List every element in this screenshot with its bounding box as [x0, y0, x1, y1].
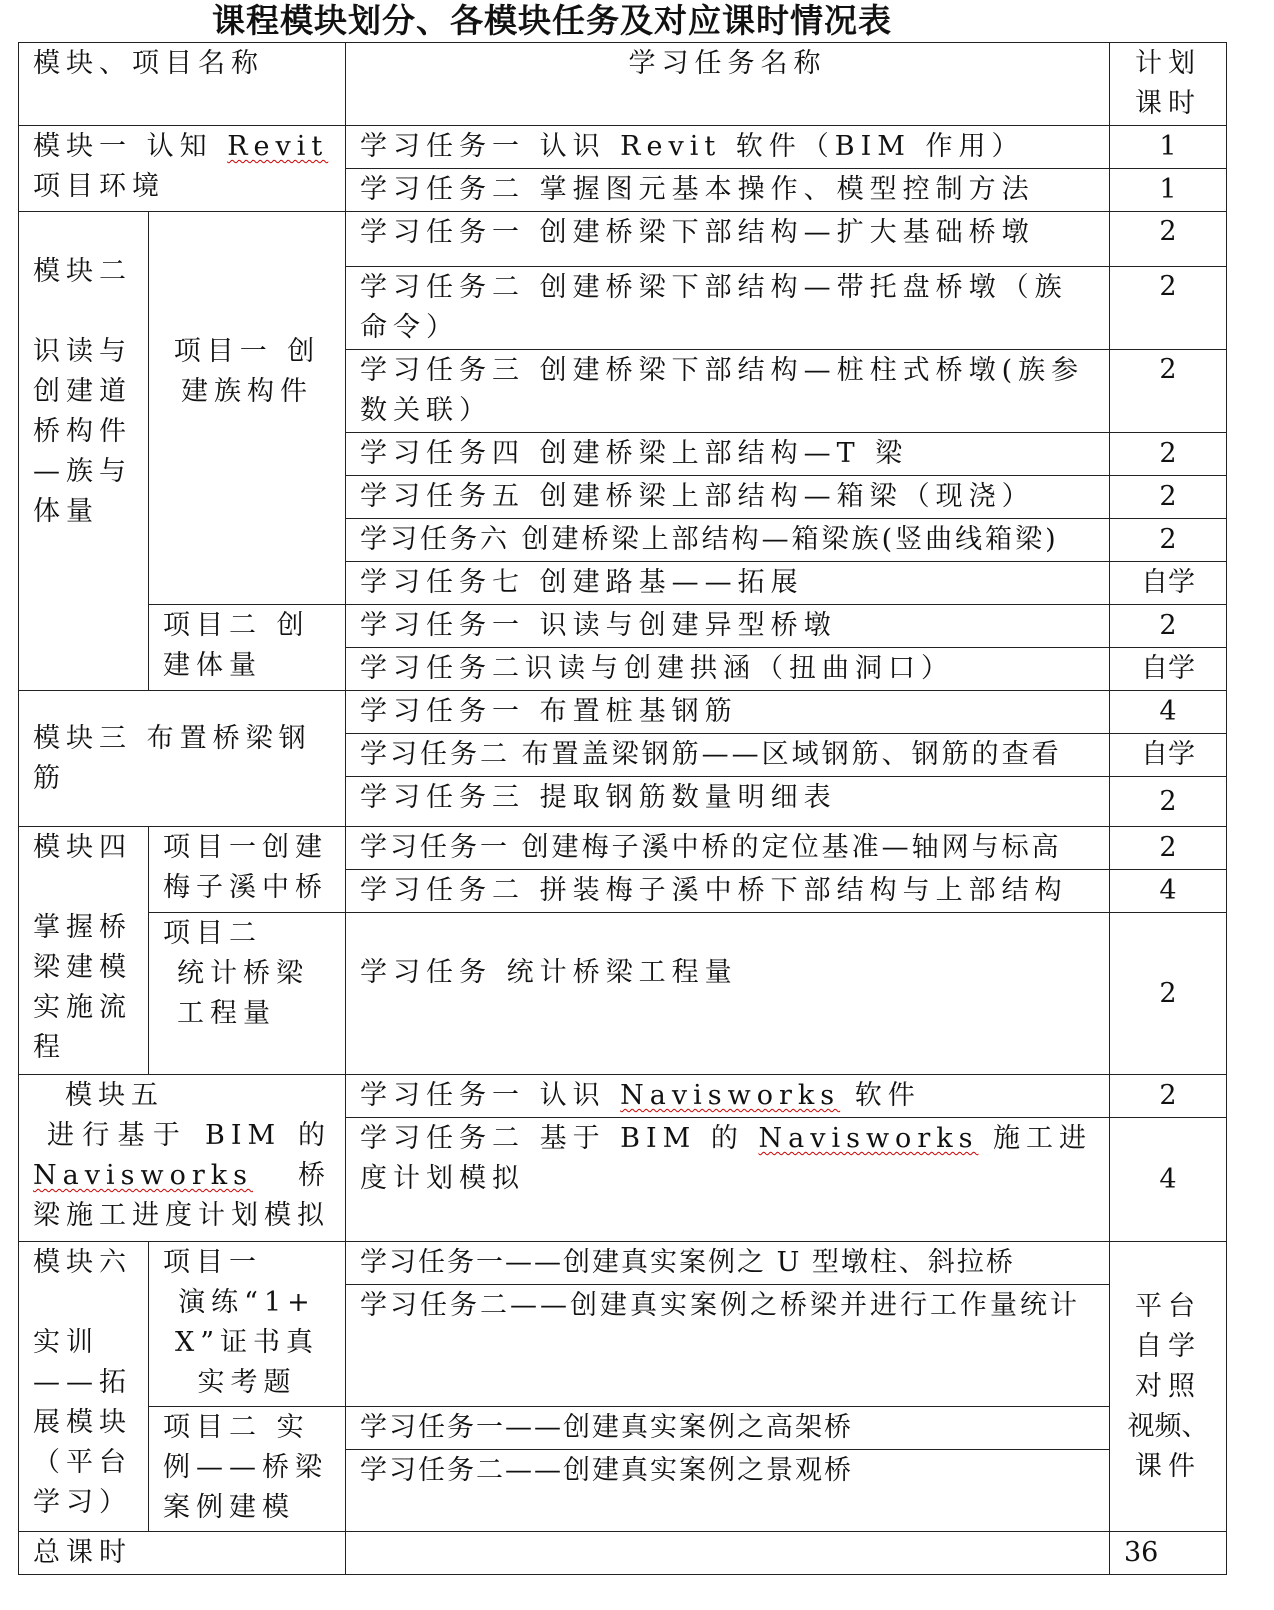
- hours-cell-platform: [1110, 1242, 1227, 1532]
- project-2-name: [149, 913, 346, 1075]
- hours-header-line-2: 课时: [1135, 88, 1201, 119]
- module-6-title: 模块六: [33, 1247, 132, 1278]
- task-cell: 学习任务一 创建梅子溪中桥的定位基准—轴网与标高: [346, 827, 1110, 870]
- module-4-name: [19, 827, 149, 1075]
- module-5-name: [19, 1075, 346, 1242]
- hours-cell: 2: [1110, 1075, 1227, 1118]
- task-cell: 学习任务一——创建真实案例之 U 型墩柱、斜拉桥: [346, 1242, 1110, 1285]
- task-cell: 学习任务四 创建桥梁上部结构—T 梁: [346, 433, 1110, 476]
- task-cell: 学习任务二 基于 BIM 的 Navisworks 施工进度计划模拟: [346, 1118, 1110, 1242]
- total-empty-cell: [346, 1532, 1110, 1575]
- task-cell: 学习任务一 认识 Navisworks 软件: [346, 1075, 1110, 1118]
- module-3-name: 模块三 布置桥梁钢筋: [19, 691, 346, 827]
- table-row: [19, 1242, 1227, 1285]
- hours-header-line-1: 计划: [1135, 48, 1201, 79]
- hours-line: 视频、: [1127, 1410, 1209, 1442]
- course-table: [18, 42, 1227, 1575]
- hours-cell: 2: [1110, 605, 1227, 648]
- table-row: [19, 827, 1227, 870]
- hours-cell: 2: [1110, 913, 1227, 1075]
- total-hours: 36: [1110, 1532, 1227, 1575]
- module-4-title: 模块四: [33, 832, 132, 863]
- task-cell: 学习任务二——创建真实案例之桥梁并进行工作量统计: [346, 1285, 1110, 1407]
- hours-cell: 2: [1110, 350, 1227, 433]
- project-2-title: 项目二: [163, 918, 262, 949]
- task-cell: 学习任务六 创建桥梁上部结构—箱梁族(竖曲线箱梁): [346, 519, 1110, 562]
- project-2-name: 项目二 创建体量: [149, 605, 346, 691]
- module-column-header: 模块、项目名称: [19, 43, 346, 126]
- hours-line: 课件: [1135, 1450, 1201, 1482]
- task-cell: 学习任务 统计桥梁工程量: [346, 913, 1110, 1075]
- table-row: [19, 1075, 1227, 1118]
- task-cell: 学习任务三 提取钢筋数量明细表: [346, 777, 1110, 827]
- hours-cell: 1: [1110, 169, 1227, 212]
- table-row: [19, 1407, 1227, 1450]
- hours-cell: 2: [1110, 212, 1227, 267]
- task-cell: 学习任务二——创建真实案例之景观桥: [346, 1450, 1110, 1532]
- hours-cell: 4: [1110, 1118, 1227, 1242]
- project-1-name: 项目一创建梅子溪中桥: [149, 827, 346, 913]
- task-cell: 学习任务二 拼装梅子溪中桥下部结构与上部结构: [346, 870, 1110, 913]
- table-row: [19, 605, 1227, 648]
- hours-line: 对照: [1135, 1370, 1201, 1402]
- task-column-header: 学习任务名称: [346, 43, 1110, 126]
- total-row: [19, 1532, 1227, 1575]
- task-cell: 学习任务一 识读与创建异型桥墩: [346, 605, 1110, 648]
- table-row: [19, 126, 1227, 169]
- project-1-name: 项目一 创建族构件: [149, 212, 346, 605]
- project-2-name: 项目二 实例——桥梁案例建模: [149, 1407, 346, 1532]
- project-2-subtitle: 统计桥梁工程量: [177, 958, 309, 1029]
- task-cell: 学习任务七 创建路基——拓展: [346, 562, 1110, 605]
- hours-cell: 2: [1110, 519, 1227, 562]
- page-title: 课程模块划分、各模块任务及对应课时情况表: [212, 1, 892, 40]
- hours-line: 平台: [1135, 1290, 1201, 1322]
- table-row: [19, 913, 1227, 1075]
- hours-cell: 自学: [1110, 648, 1227, 691]
- hours-cell: 1: [1110, 126, 1227, 169]
- module-1-name: 模块一 认知 Revit 项目环境: [19, 126, 346, 212]
- module-4-subtitle: 掌握桥梁建模实施流程: [33, 912, 132, 1063]
- module-6-name: [19, 1242, 149, 1532]
- task-cell: 学习任务五 创建桥梁上部结构—箱梁（现浇）: [346, 476, 1110, 519]
- table-row: [19, 691, 1227, 734]
- table-row: [19, 212, 1227, 267]
- header-row: [19, 43, 1227, 126]
- hours-cell: 自学: [1110, 734, 1227, 777]
- total-label: 总课时: [19, 1532, 346, 1575]
- hours-cell: 2: [1110, 777, 1227, 827]
- task-cell: 学习任务二 掌握图元基本操作、模型控制方法: [346, 169, 1110, 212]
- task-cell: 学习任务一 创建桥梁下部结构—扩大基础桥墩: [346, 212, 1110, 267]
- project-1-subtitle: 演练“1+X”证书真实考题: [174, 1287, 320, 1398]
- hours-cell: 自学: [1110, 562, 1227, 605]
- module-2-subtitle: 识读与创建道桥构件—族与体量: [33, 336, 132, 527]
- hours-line: 自学: [1135, 1330, 1201, 1362]
- module-2-name: [19, 212, 149, 691]
- task-cell: 学习任务二 创建桥梁下部结构—带托盘桥墩（族命令）: [346, 267, 1110, 350]
- module-6-subtitle: 实训——拓展模块（平台学习）: [33, 1327, 132, 1518]
- hours-cell: 4: [1110, 870, 1227, 913]
- task-cell: 学习任务三 创建桥梁下部结构—桩柱式桥墩(族参数关联）: [346, 350, 1110, 433]
- module-5-title: 模块五: [65, 1080, 164, 1111]
- hours-cell: 2: [1110, 433, 1227, 476]
- project-1-name: [149, 1242, 346, 1407]
- project-1-title: 项目一: [163, 1247, 262, 1278]
- hours-cell: 4: [1110, 691, 1227, 734]
- module-2-title: 模块二: [33, 256, 132, 287]
- task-cell: 学习任务一——创建真实案例之高架桥: [346, 1407, 1110, 1450]
- task-cell: 学习任务二 布置盖梁钢筋——区域钢筋、钢筋的查看: [346, 734, 1110, 777]
- hours-cell: 2: [1110, 476, 1227, 519]
- hours-column-header: [1110, 43, 1227, 126]
- task-cell: 学习任务一 布置桩基钢筋: [346, 691, 1110, 734]
- hours-cell: 2: [1110, 827, 1227, 870]
- module-5-subtitle: 进行基于 BIM 的 Navisworks 桥梁施工进度计划模拟: [33, 1120, 331, 1231]
- hours-cell: 2: [1110, 267, 1227, 350]
- task-cell: 学习任务一 认识 Revit 软件（BIM 作用）: [346, 126, 1110, 169]
- task-cell: 学习任务二识读与创建拱涵（扭曲洞口）: [346, 648, 1110, 691]
